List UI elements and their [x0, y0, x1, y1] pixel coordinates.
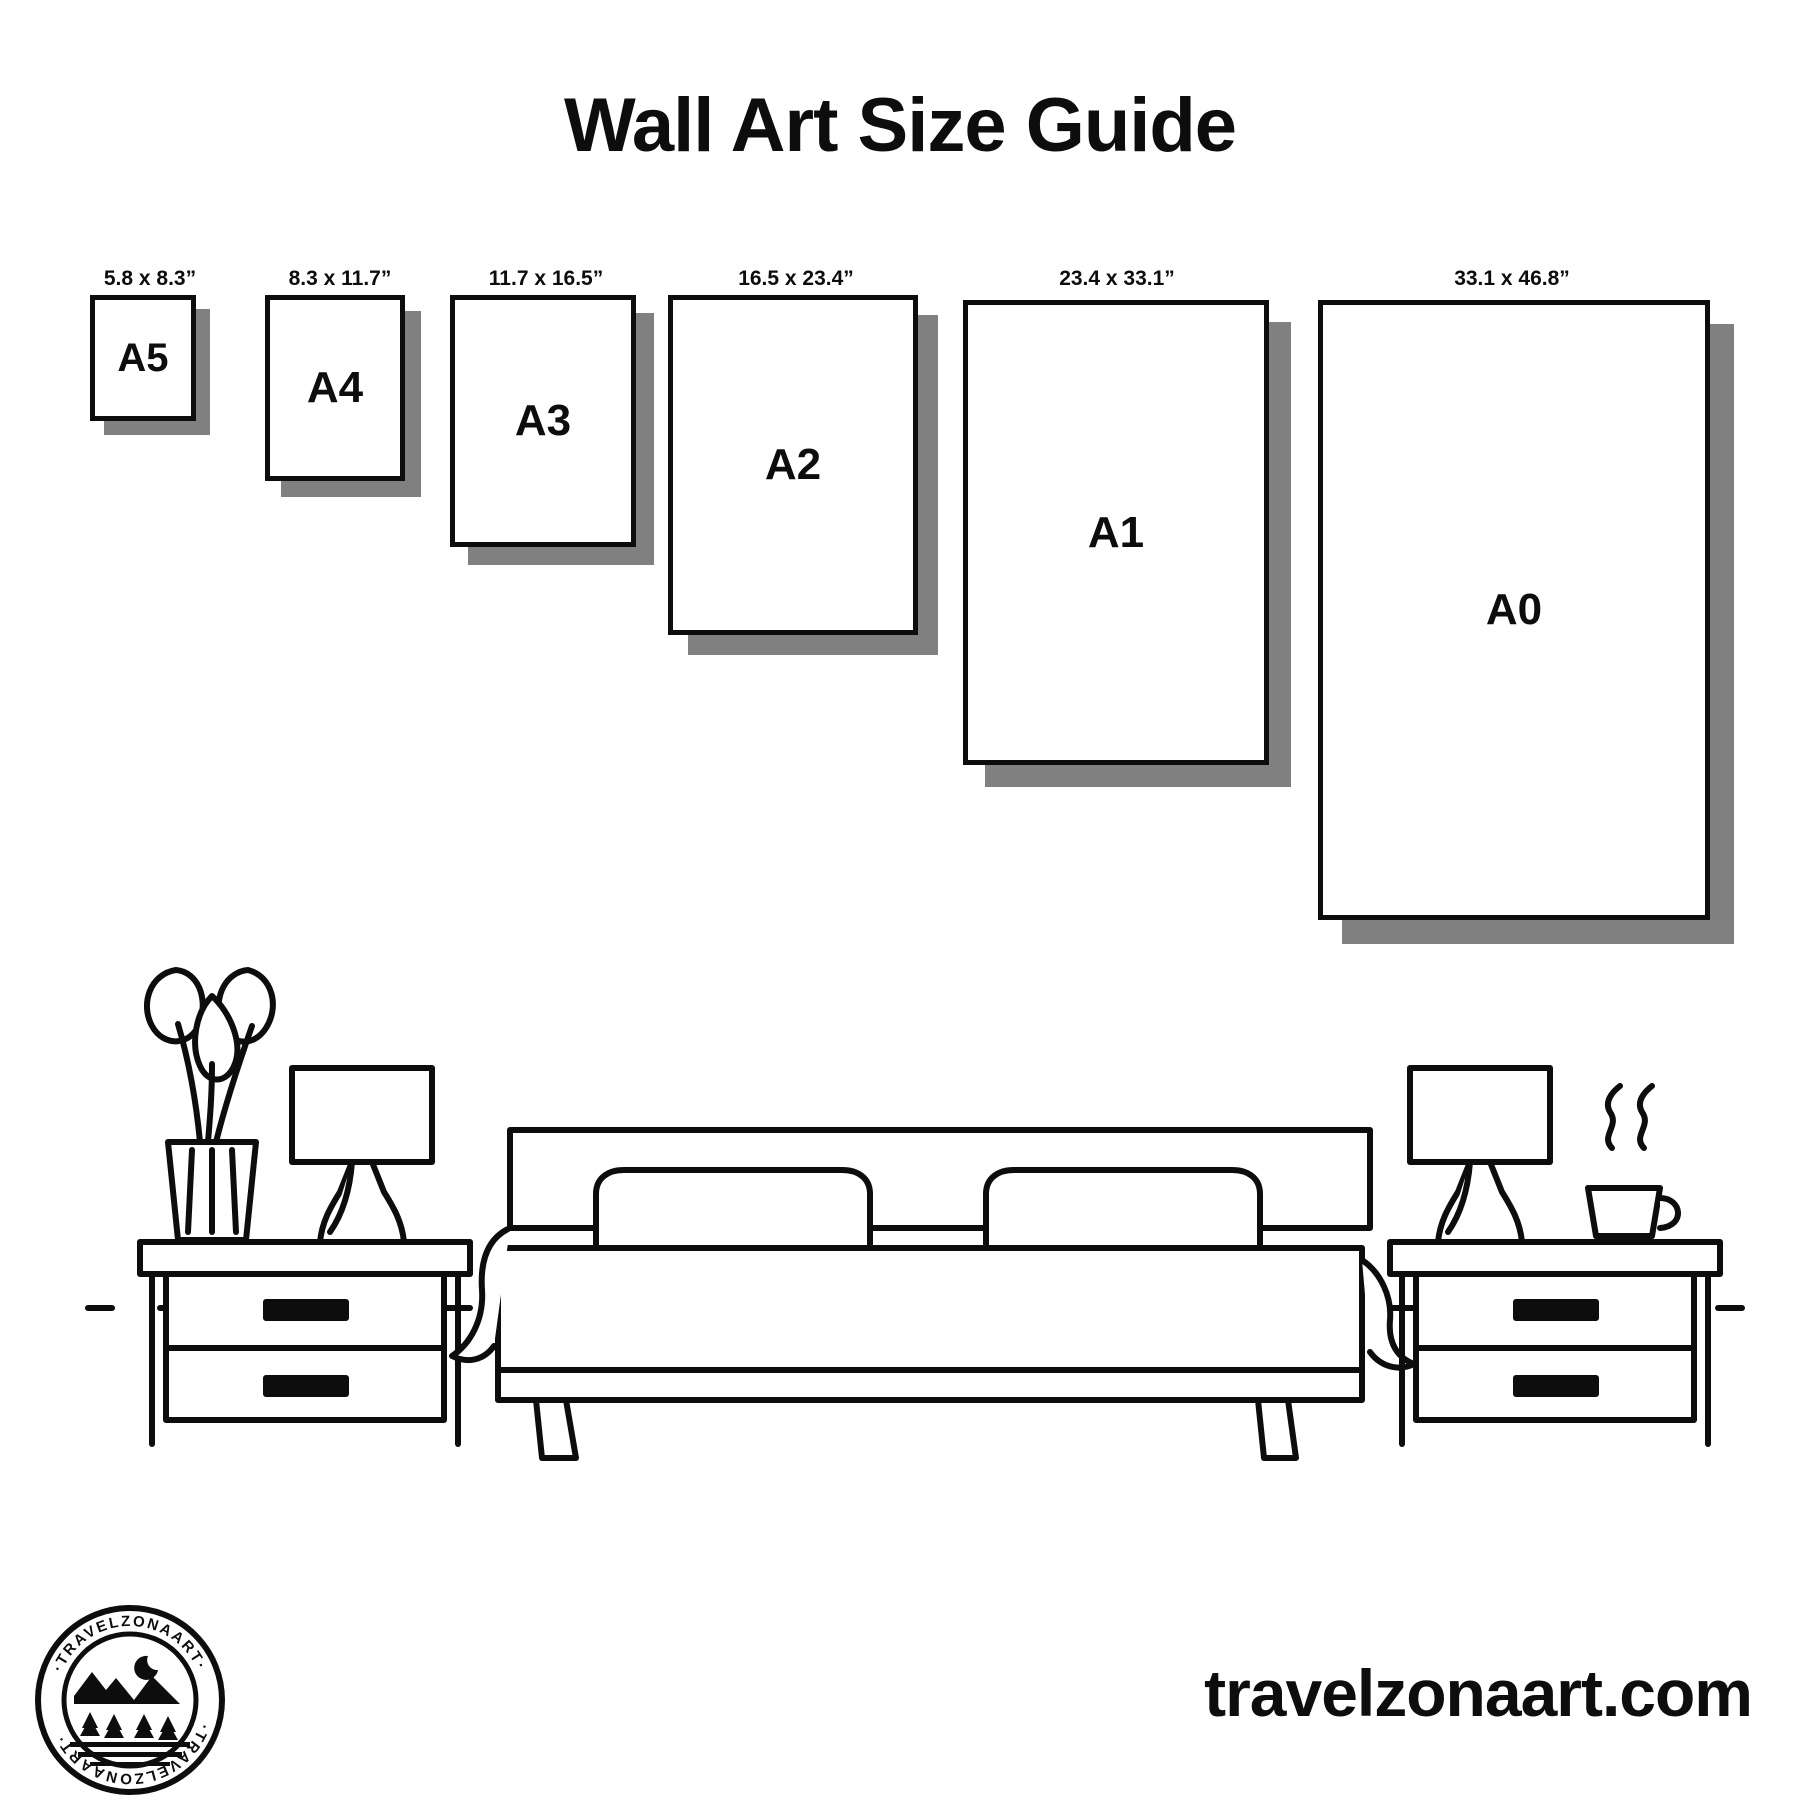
- logo-text-bottom: ·TRAVELZONAART·: [51, 1721, 213, 1788]
- frame-caption-a3: 11.7 x 16.5”: [488, 267, 604, 290]
- frame-group-a3: [450, 267, 655, 585]
- frame-label-a5: A5: [117, 335, 169, 380]
- nightstand-right: [1390, 1242, 1720, 1444]
- frame-box-a3[interactable]: [450, 295, 636, 547]
- frame-caption-a5: 5.8 x 8.3”: [103, 267, 197, 290]
- frame-caption-a0: 33.1 x 46.8”: [1454, 267, 1570, 290]
- lamp-right: [1410, 1068, 1550, 1256]
- frame-caption-a4: 8.3 x 11.7”: [288, 267, 392, 290]
- nightstand-left: [140, 1242, 470, 1444]
- page-title: Wall Art Size Guide: [563, 83, 1237, 168]
- coffee-cup: [1588, 1086, 1678, 1236]
- frame-label-a0: A0: [1485, 585, 1543, 634]
- bedroom-illustration: [0, 960, 1800, 1520]
- frame-box-a2[interactable]: [668, 295, 918, 635]
- plant-left: [147, 970, 273, 1240]
- bed: [452, 1130, 1414, 1458]
- frame-label-a2: A2: [764, 440, 822, 489]
- frame-caption-a2: 16.5 x 23.4”: [738, 267, 854, 290]
- frame-group-a4: [265, 267, 425, 525]
- frame-box-a1[interactable]: [963, 300, 1269, 765]
- frame-box-a0[interactable]: [1318, 300, 1710, 920]
- frame-caption-a1: 23.4 x 33.1”: [1059, 267, 1175, 290]
- frame-group-a0: [1318, 267, 1738, 960]
- bedroom-scene-svg: [0, 960, 1800, 1520]
- frame-box-a4[interactable]: [265, 295, 405, 481]
- frame-label-a1: A1: [1087, 507, 1145, 557]
- lamp-left: [292, 1068, 432, 1256]
- logo-text-top: ·TRAVELZONAART·: [49, 1612, 211, 1675]
- frame-box-a5[interactable]: [90, 295, 196, 421]
- frame-group-a5: [90, 267, 210, 475]
- frame-group-a1: [963, 267, 1293, 800]
- frame-label-a3: A3: [514, 396, 572, 445]
- website-url[interactable]: travelzonaart.com: [1204, 1656, 1752, 1730]
- frame-group-a2: [668, 267, 943, 675]
- frame-label-a4: A4: [306, 363, 364, 412]
- brand-logo-svg: [30, 1600, 230, 1800]
- brand-logo[interactable]: [30, 1600, 230, 1800]
